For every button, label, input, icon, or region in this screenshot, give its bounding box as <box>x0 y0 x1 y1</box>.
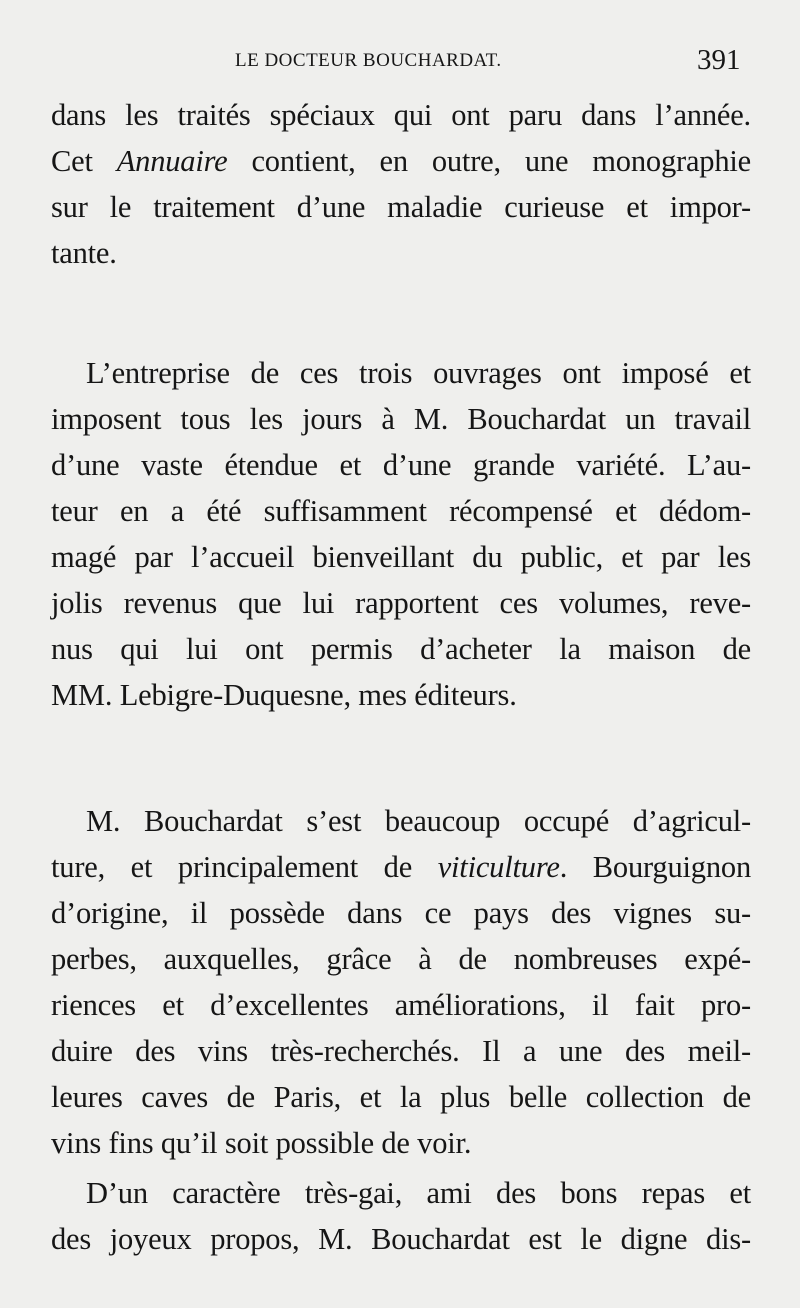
text-line: leures caves de Paris, et la plus belle collection de <box>51 1080 751 1114</box>
running-title: LE DOCTEUR BOUCHARDAT. <box>235 50 502 71</box>
text-line: d’origine, il possède dans ce pays des vignes su- <box>51 896 751 930</box>
text-line: vins fins qu’il soit possible de voir. <box>51 1126 472 1160</box>
text-line: M. Bouchardat s’est beaucoup occupé d’agricul- <box>86 804 751 838</box>
italic-term: Annuaire <box>116 144 228 178</box>
page-header <box>0 46 800 78</box>
italic-term: viticulture <box>437 850 560 884</box>
text-line: teur en a été suffisamment récompensé et dédom- <box>51 494 751 528</box>
text-line: imposent tous les jours à M. Bouchardat un travail <box>51 402 751 436</box>
text-line: des joyeux propos, M. Bouchardat est le digne dis- <box>51 1222 751 1256</box>
text-line: magé par l’accueil bienveillant du public, et par les <box>51 540 751 574</box>
text-line: duire des vins très-recherchés. Il a une des meil- <box>51 1034 751 1068</box>
text-line: d’une vaste étendue et d’une grande variété. L’au- <box>51 448 751 482</box>
text-line: perbes, auxquelles, grâce à de nombreuses expé- <box>51 942 751 976</box>
text-line: sur le traitement d’une maladie curieuse et impor- <box>51 190 751 224</box>
text-line: tante. <box>51 236 117 270</box>
page-number: 391 <box>697 44 741 76</box>
text-line: nus qui lui ont permis d’acheter la maison de <box>51 632 751 666</box>
text-line: MM. Lebigre-Duquesne, mes éditeurs. <box>51 678 517 712</box>
text-line: riences et d’excellentes améliorations, il fait pro- <box>51 988 751 1022</box>
text-line: dans les traités spéciaux qui ont paru dans l’année. <box>51 98 751 132</box>
text-line: Cet Annuaire contient, en outre, une monographie <box>51 144 751 178</box>
text-line: D’un caractère très-gai, ami des bons repas et <box>86 1176 751 1210</box>
text-line: L’entreprise de ces trois ouvrages ont imposé et <box>86 356 751 390</box>
text-line: ture, et principalement de viticulture. Bourguignon <box>51 850 751 884</box>
text-line: jolis revenus que lui rapportent ces volumes, reve- <box>51 586 751 620</box>
